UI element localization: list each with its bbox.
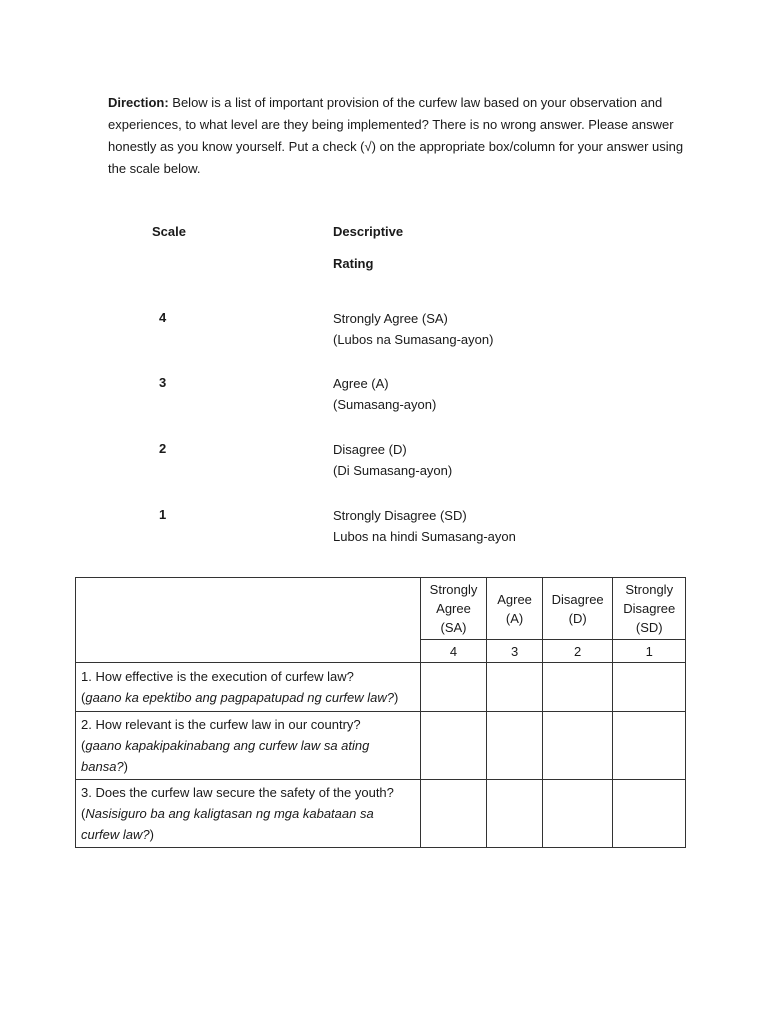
scale-label: Agree (A): [333, 376, 389, 391]
header-text: (SD): [635, 620, 663, 635]
scale-number-cell: 2: [542, 640, 613, 663]
answer-checkbox-d[interactable]: [542, 712, 613, 780]
answer-checkbox-sd[interactable]: [613, 663, 686, 712]
header-text: (A): [505, 610, 524, 626]
question-row: [76, 663, 686, 712]
scale-value: 2: [159, 441, 167, 456]
question-translation: [81, 687, 415, 708]
scale-header: Scale: [152, 224, 186, 239]
scale-number-cell: 1: [613, 640, 686, 663]
translation-text: gaano ka epektibo ang pagpapatupad ng curfew law?: [85, 690, 394, 705]
question-cell: [76, 712, 421, 780]
scale-label: Disagree (D): [333, 442, 407, 457]
scale-value: 3: [159, 375, 167, 390]
paren-open: (: [81, 806, 86, 821]
question-header-cell: [76, 578, 421, 663]
scale-translation: (Lubos na Sumasang-ayon): [333, 332, 494, 347]
question-cell: [76, 663, 421, 712]
paren-open: (: [81, 738, 86, 753]
scale-translation: Lubos na hindi Sumasang-ayon: [333, 529, 516, 544]
scale-description: [333, 439, 452, 481]
question-row: [76, 712, 686, 780]
scale-number-cell: 4: [420, 640, 487, 663]
scale-description: [333, 505, 516, 547]
survey-table: [75, 577, 686, 848]
answer-checkbox-sd[interactable]: [613, 780, 686, 848]
paren-open: (: [81, 690, 86, 705]
scale-label: Strongly Agree (SA): [333, 311, 448, 326]
question-cell: [76, 780, 421, 848]
paren-close: ): [393, 690, 399, 705]
scale-label: Strongly Disagree (SD): [333, 508, 467, 523]
question-text: 2. How relevant is the curfew law in our country?: [81, 717, 361, 732]
header-text: Strongly: [625, 582, 674, 597]
answer-checkbox-sd[interactable]: [613, 712, 686, 780]
rating-header: Rating: [333, 256, 374, 271]
scale-translation: (Di Sumasang-ayon): [333, 463, 453, 478]
direction-text: Below is a list of important provision of the curfew law based on your observation and experiences, to what level are they being implemented? There is no wrong answer. Please answer honestly as you know yourself. Put a check (√) on the appropriate box/column for your answer using the scale below.: [108, 95, 684, 176]
answer-checkbox-d[interactable]: [542, 780, 613, 848]
scale-description: [333, 373, 436, 415]
scale-number-cell: 3: [487, 640, 543, 663]
translation-text: Nasisiguro ba ang kaligtasan ng mga kabataan sa curfew law?: [81, 806, 374, 842]
scale-value: 4: [159, 310, 167, 325]
header-row: [76, 578, 686, 640]
header-cell-d: [542, 578, 613, 640]
header-text: Agree: [436, 601, 471, 616]
header-cell-a: [487, 578, 543, 640]
paren-close: ): [123, 759, 128, 774]
question-translation: [81, 803, 415, 845]
answer-checkbox-sa[interactable]: [420, 663, 487, 712]
descriptive-header: Descriptive: [333, 224, 404, 239]
direction-label: Direction:: [108, 95, 169, 110]
header-text: Agree: [497, 591, 532, 607]
direction-paragraph: [108, 92, 688, 180]
header-cell-sd: [613, 578, 686, 640]
question-translation: [81, 735, 415, 777]
question-text: 3. Does the curfew law secure the safety of the youth?: [81, 785, 394, 800]
question-text: 1. How effective is the execution of curfew law?: [81, 669, 354, 684]
header-text: Disagree: [623, 601, 676, 616]
answer-checkbox-d[interactable]: [542, 663, 613, 712]
header-cell-sa: [420, 578, 487, 640]
scale-translation: (Sumasang-ayon): [333, 397, 437, 412]
header-text: Disagree: [551, 591, 604, 607]
answer-checkbox-a[interactable]: [487, 712, 543, 780]
question-row: [76, 780, 686, 848]
answer-checkbox-sa[interactable]: [420, 712, 487, 780]
scale-value: 1: [159, 507, 167, 522]
answer-checkbox-a[interactable]: [487, 663, 543, 712]
paren-close: ): [149, 827, 154, 842]
header-text: (D): [568, 610, 587, 626]
header-text: Strongly: [429, 582, 478, 597]
translation-text: gaano kapakipakinabang ang curfew law sa ating bansa?: [81, 738, 370, 774]
answer-checkbox-a[interactable]: [487, 780, 543, 848]
header-text: (SA): [440, 620, 467, 635]
answer-checkbox-sa[interactable]: [420, 780, 487, 848]
scale-description: [333, 308, 493, 350]
